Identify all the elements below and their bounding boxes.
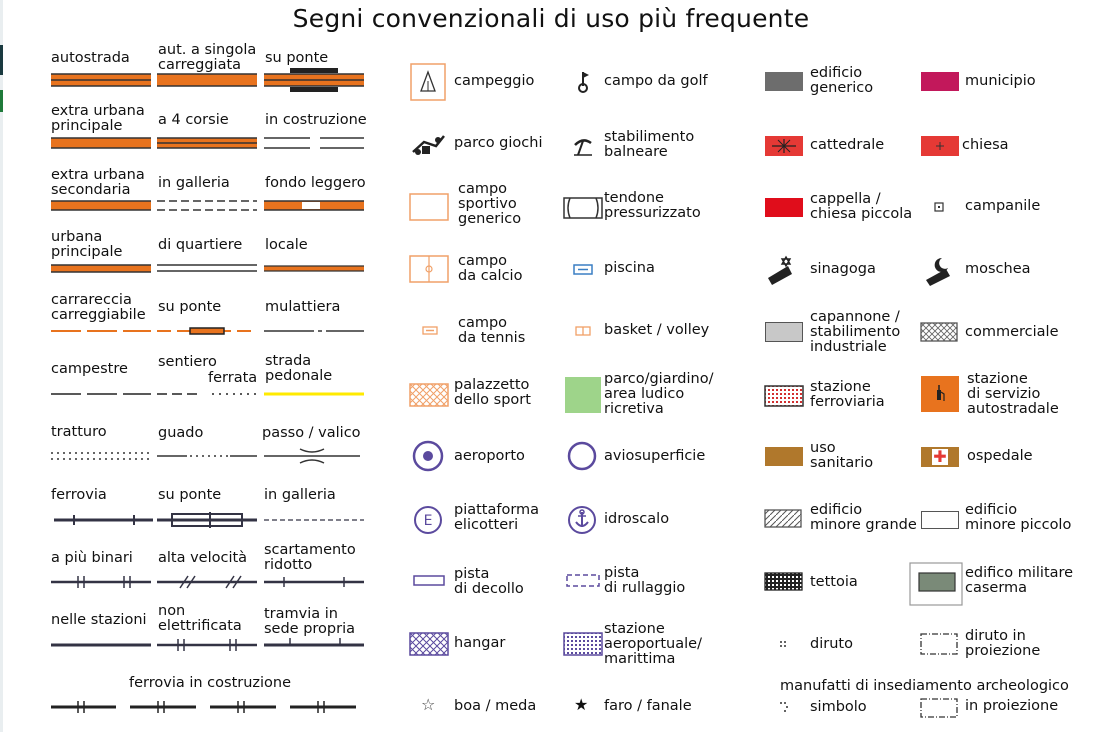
label-cattedrale: cattedrale <box>810 137 885 153</box>
label-diruto-proiezione: diruto in proiezione <box>965 628 1041 659</box>
label-in-costruzione: in costruzione <box>265 112 367 128</box>
stazioni-lines <box>50 635 365 655</box>
label-municipio: municipio <box>965 73 1036 89</box>
idroscalo-icon <box>567 505 597 535</box>
label-mulattiera: mulattiera <box>265 299 341 315</box>
label-piattaforma: piattaforma elicotteri <box>454 502 540 533</box>
label-passo-valico: passo / valico <box>262 425 361 441</box>
label-aeroporto: aeroporto <box>454 448 525 464</box>
diruto-icon <box>779 640 789 650</box>
label-golf: campo da golf <box>604 73 708 89</box>
palazzetto-icon <box>409 383 449 407</box>
moschea-icon <box>922 256 954 288</box>
edificio-minore-piccolo-icon <box>921 511 959 529</box>
ferrovia-costruzione-lines <box>50 697 360 717</box>
campo-calcio-icon <box>409 255 449 283</box>
pista-rullaggio-icon <box>566 574 600 588</box>
label-tramvia: tramvia in sede propria <box>264 606 356 637</box>
chiesa-icon <box>921 136 959 156</box>
label-boa: boa / meda <box>454 698 537 714</box>
golf-icon <box>574 70 592 94</box>
elicotteri-icon <box>413 505 443 535</box>
ferrovia-lines <box>50 510 365 530</box>
capannone-icon <box>765 322 803 342</box>
aeroporto-icon <box>412 440 444 472</box>
commerciale-icon <box>920 322 958 342</box>
label-campo-tennis: campo da tennis <box>458 315 526 346</box>
label-su-ponte-ferr: su ponte <box>158 487 222 503</box>
label-fondo-leggero: fondo leggero <box>265 175 366 191</box>
label-nelle-stazioni: nelle stazioni <box>51 612 147 628</box>
label-capannone: capannone / stabilimento industriale <box>810 309 901 355</box>
label-scartamento: scartamento ridotto <box>264 542 356 573</box>
label-urbana-principale: urbana principale <box>51 229 123 260</box>
parco-giochi-icon <box>410 132 446 158</box>
label-ferrata: ferrata <box>208 370 258 386</box>
label-autostrada: autostrada <box>51 50 130 66</box>
extra-principale-lines <box>50 136 365 152</box>
campo-sportivo-icon <box>409 193 449 221</box>
label-extra-secondaria: extra urbana secondaria <box>51 167 145 198</box>
label-aut-singola: aut. a singola carreggiata <box>158 42 257 73</box>
label-campanile: campanile <box>965 198 1041 214</box>
label-campestre: campestre <box>51 361 128 377</box>
carrareccia-lines <box>50 324 365 338</box>
left-edge-strip <box>0 0 3 732</box>
label-basket: basket / volley <box>604 322 710 338</box>
label-chiesa: chiesa <box>962 137 1009 153</box>
campestre-lines <box>50 388 365 400</box>
label-piscina: piscina <box>604 260 655 276</box>
militare-icon <box>909 562 963 606</box>
label-hangar: hangar <box>454 635 506 651</box>
campeggio-icon <box>410 63 446 101</box>
label-tendone: tendone pressurizzato <box>604 190 701 221</box>
piscina-icon <box>573 264 593 276</box>
page-title: Segni convenzionali di uso più frequente <box>292 4 810 33</box>
label-tratturo: tratturo <box>51 424 107 440</box>
label-simbolo: simbolo <box>810 699 867 715</box>
label-in-galleria: in galleria <box>158 175 230 191</box>
label-non-elettrificata: non elettrificata <box>158 603 242 634</box>
label-diruto: diruto <box>810 636 853 652</box>
label-commerciale: commerciale <box>965 324 1059 340</box>
label-sentiero: sentiero <box>158 354 217 370</box>
label-ferrovia: ferrovia <box>51 487 107 503</box>
cattedrale-icon <box>765 136 803 156</box>
label-idroscalo: idroscalo <box>604 511 670 527</box>
municipio-icon <box>921 72 959 91</box>
stazione-servizio-icon <box>921 376 959 412</box>
label-su-ponte-carr: su ponte <box>158 299 222 315</box>
ospedale-cross-icon: ✚ <box>933 447 947 466</box>
edificio-generico-icon <box>765 72 803 91</box>
edificio-minore-grande-icon <box>764 509 804 529</box>
urbana-lines <box>50 263 365 275</box>
label-militare: edifico militare caserma <box>965 565 1074 596</box>
label-pista-decollo: pista di decollo <box>454 566 524 597</box>
label-ospedale: ospedale <box>967 448 1033 464</box>
label-stazione-servizio: stazione di servizio autostradale <box>967 371 1059 417</box>
label-palazzetto: palazzetto dello sport <box>454 377 531 408</box>
label-campeggio: campeggio <box>454 73 535 89</box>
label-campo-calcio: campo da calcio <box>458 253 523 284</box>
label-strada-pedonale: strada pedonale <box>265 353 333 384</box>
label-parco: parco/giardino/ area ludico ricretiva <box>604 371 714 417</box>
label-4-corsie: a 4 corsie <box>158 112 229 128</box>
tratturo-lines <box>50 446 365 466</box>
label-edificio-generico: edificio generico <box>810 65 874 96</box>
label-pista-rullaggio: pista di rullaggio <box>604 565 686 596</box>
aviosuperficie-icon <box>567 441 597 471</box>
balneare-icon <box>572 135 594 157</box>
pista-decollo-icon <box>413 575 445 587</box>
campo-tennis-icon <box>422 326 438 336</box>
label-stazione-ferroviaria: stazione ferroviaria <box>810 379 885 410</box>
label-ferrovia-costruzione: ferrovia in costruzione <box>129 675 292 691</box>
cappella-icon <box>765 198 803 217</box>
campanile-icon <box>934 202 944 212</box>
archeo-simbolo-icon <box>778 701 792 713</box>
label-in-galleria-ferr: in galleria <box>264 487 336 503</box>
label-piu-binari: a più binari <box>51 550 133 566</box>
hangar-icon <box>409 632 449 656</box>
label-parco-giochi: parco giochi <box>454 135 543 151</box>
label-carrareccia: carrareccia carreggiabile <box>51 292 146 323</box>
tettoia-icon <box>764 572 804 592</box>
uso-sanitario-icon <box>765 447 803 466</box>
label-locale: locale <box>265 237 308 253</box>
sinagoga-icon <box>766 254 798 286</box>
stazione-aeroportuale-icon <box>563 632 603 656</box>
stazione-ferroviaria-icon <box>764 385 804 407</box>
elicotteri-glyph: E <box>423 513 433 529</box>
label-stazione-aeroportuale: stazione aeroportuale/ marittima <box>604 621 702 667</box>
label-uso-sanitario: uso sanitario <box>810 440 874 471</box>
faro-icon: ★ <box>574 695 589 714</box>
extra-secondaria-lines <box>50 199 365 215</box>
label-sinagoga: sinagoga <box>810 261 876 277</box>
label-guado: guado <box>158 425 204 441</box>
boa-icon: ☆ <box>421 695 436 714</box>
label-di-quartiere: di quartiere <box>158 237 243 253</box>
label-aviosuperficie: aviosuperficie <box>604 448 706 464</box>
label-faro: faro / fanale <box>604 698 692 714</box>
parco-icon <box>565 377 601 413</box>
label-edificio-minore-piccolo: edificio minore piccolo <box>965 502 1072 533</box>
diruto-proiezione-icon <box>920 631 958 657</box>
autostrada-lines <box>50 72 365 92</box>
archeo-heading: manufatti di insediamento archeologico <box>780 678 1069 694</box>
label-extra-principale: extra urbana principale <box>51 103 145 134</box>
label-tettoia: tettoia <box>810 574 858 590</box>
basket-icon <box>575 326 591 336</box>
label-edificio-minore-grande: edificio minore grande <box>810 502 917 533</box>
label-cappella: cappella / chiesa piccola <box>810 191 913 222</box>
label-balneare: stabilimento balneare <box>604 129 695 160</box>
ospedale-icon <box>921 447 959 467</box>
label-archeo-proiezione: in proiezione <box>965 698 1059 714</box>
archeo-proiezione-icon <box>920 697 958 721</box>
label-campo-sportivo: campo sportivo generico <box>458 181 522 227</box>
label-su-ponte-auto: su ponte <box>265 50 329 66</box>
label-moschea: moschea <box>965 261 1031 277</box>
binari-lines <box>50 572 365 592</box>
tendone-icon <box>563 197 603 219</box>
label-alta-velocita: alta velocità <box>158 550 248 566</box>
